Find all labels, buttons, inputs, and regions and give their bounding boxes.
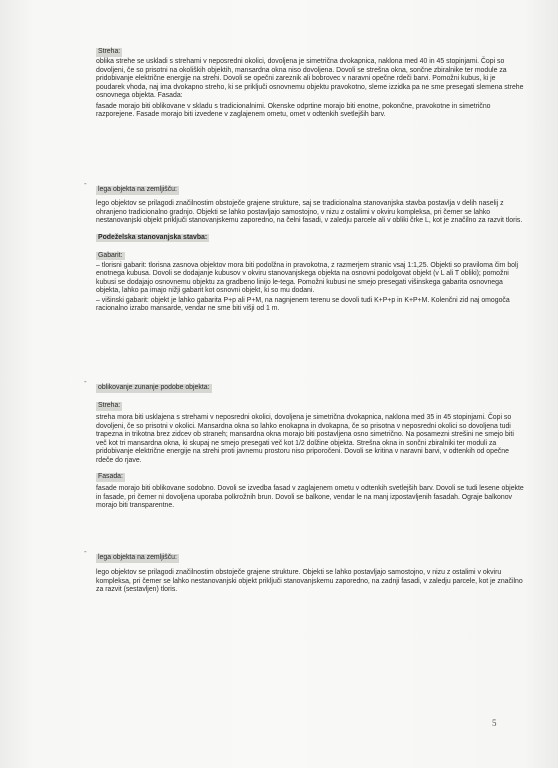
heading-gabarit: Gabarit: bbox=[98, 251, 123, 259]
page-number: 5 bbox=[492, 718, 497, 728]
section-streha-fasada bbox=[96, 40, 526, 120]
heading-podezelska-stavba: Podeželska stanovanjska stavba: bbox=[98, 233, 208, 241]
paragraph-fasade: fasade morajo biti oblikovane v skladu s tradicionalnimi. Okenske odprtine morajo biti enotne, pokončne, pravokotne in simetrično razporejene. Fasade morajo biti izvedene v zaglajenem ometu, omet v odtenkih svetlejših barv. bbox=[96, 102, 491, 118]
paragraph-streha: oblika strehe se uskladi s strehami v neposredni okolici, dovoljena je simetrična dvokapnica, naklona med 40 in 45 stopinjami. Čopi so dovoljeni, če so prisotni na okoliških objektih, mansardna okna niso dovoljena. Dovoli se strešna okna, sončne zbiralnike ter module za pridobivanje električne energije na strehi. Dovoli se opečni zareznik ali bobrovec v naravni opečne rdeči barvi. Pomožni kubus, ki je poudarek vhoda, naj ima dvokapno streho, ki se priključi osnovnemu objektu pravokotno, sleme izzidka pa ne sme presegati slemena strehe osnovnega objekta. Fasada: bbox=[96, 58, 524, 99]
section-lega-objekta-2 bbox=[96, 546, 526, 595]
paragraph-lega: lego objektov se prilagodi značilnostim obstoječe grajene strukture. Objekti se lahko postavljajo samostojno, v nizu z ostalimi v okviru kompleksa, pri čemer se lahko nestanovanjski objekt priključi stanovanjskemu zaporedno, na zadnji fasadi, v zaledju parcele, kot je značilno za razvit (sestavljen) tloris. bbox=[96, 569, 523, 593]
heading-lega-objekta: lega objekta na zemljišču: bbox=[98, 554, 177, 561]
heading-oblikovanje: oblikovanje zunanje podobe objekta: bbox=[98, 384, 210, 391]
heading-fasada: Fasada: bbox=[98, 473, 123, 480]
bullet-marker: - bbox=[84, 179, 87, 188]
heading-streha: Streha: bbox=[98, 48, 121, 55]
paragraph-fasada: fasade morajo biti oblikovane sodobno. Dovoli se izvedba fasad v zaglajenem ometu v odtenkih svetlejših barv. Dovoli se tudi lesene objekte in fasade, pri čemer ni dovoljena uporaba polkrožnih brun. Dovoli se balkone, vendar le na manj izpostavljenih fasadah. Ograje balkonov morajo biti transparentne. bbox=[96, 485, 524, 509]
paragraph-lega: lego objektov se prilagodi značilnostim obstoječe grajene strukture, saj se tradicionalna stanovanjska stavba postavlja v delih naselij z ohranjeno tradicionalno gradnjo. Objekti se lahko postavljajo samostojno, v nizu z ostalimi v okviru kompleksa, pri čemer se lahko nestanovanjski objekt priključi stanovanjskemu zaporedno, na čelni fasadi, v zaledju parcele ali v obliki črke L, kot je značilno za razvit tloris. bbox=[96, 200, 523, 224]
section-lega-objekta bbox=[96, 178, 526, 314]
section-oblikovanje bbox=[96, 376, 526, 511]
bullet-marker: - bbox=[84, 377, 87, 386]
heading-streha: Streha: bbox=[98, 402, 121, 409]
paragraph-streha: streha mora biti usklajena s strehami v neposredni okolici, dovoljena je simetrična dvokapnica, naklona med 35 in 45 stopinjami. Čopi so dovoljeni, če so prisotni v okolici. Mansardna okna so lahko enokapna in dvokapna, če so prisotna v neposredni okolici so dovoljena tudi trapezna in trikotna brez zidcev ob straneh; mansardna okna morajo biti postavljena osno simetrično. Na posamezni strešini ne smejo biti več kot tri mansardna okna, ki skupaj ne smejo presegati več kot 1/2 dolžine objekta. Strešna okna in sončni zbiralniki ter moduli za pridobivanje električne energije na strehi proti javnemu prostoru niso priporočeni. Dovoli se kritina v naravni barvi, v odtenkih od opečne rdeče do rjave. bbox=[96, 414, 514, 464]
heading-lega-objekta: lega objekta na zemljišču: bbox=[98, 186, 177, 193]
paragraph-tlorisni-gabarit: – tlorisni gabarit: tlorisna zasnova objektov mora biti podolžna in pravokotna, z razmerjem stranic vsaj 1:1,25. Objekti so praviloma čim bolj enotnega kubusa. Dovoli se dodajanje kubusov v okviru stanovanjskega objekta na osnovni podolgovat objekt (v L ali T obliki); pomožni kubusi se dodajajo osnovnemu objektu za gradbeno linijo le-tega. Pomožni kubusi ne smejo presegati višinskega gabarita osnovnega objekta, lahko pa imajo nižji gabarit kot osnovni objekt, ki so mu dodani. bbox=[96, 261, 519, 294]
paragraph-visinski-gabarit: – višinski gabarit: objekt je lahko gabarita P+p ali P+M, na nagnjenem terenu se dovoli tudi K+P+p in K+P+M. Kolenčni zid naj omogoča racionalno izrabo mansarde, vendar ne sme biti višji od 1 m. bbox=[96, 296, 510, 312]
bullet-marker: - bbox=[84, 547, 87, 556]
